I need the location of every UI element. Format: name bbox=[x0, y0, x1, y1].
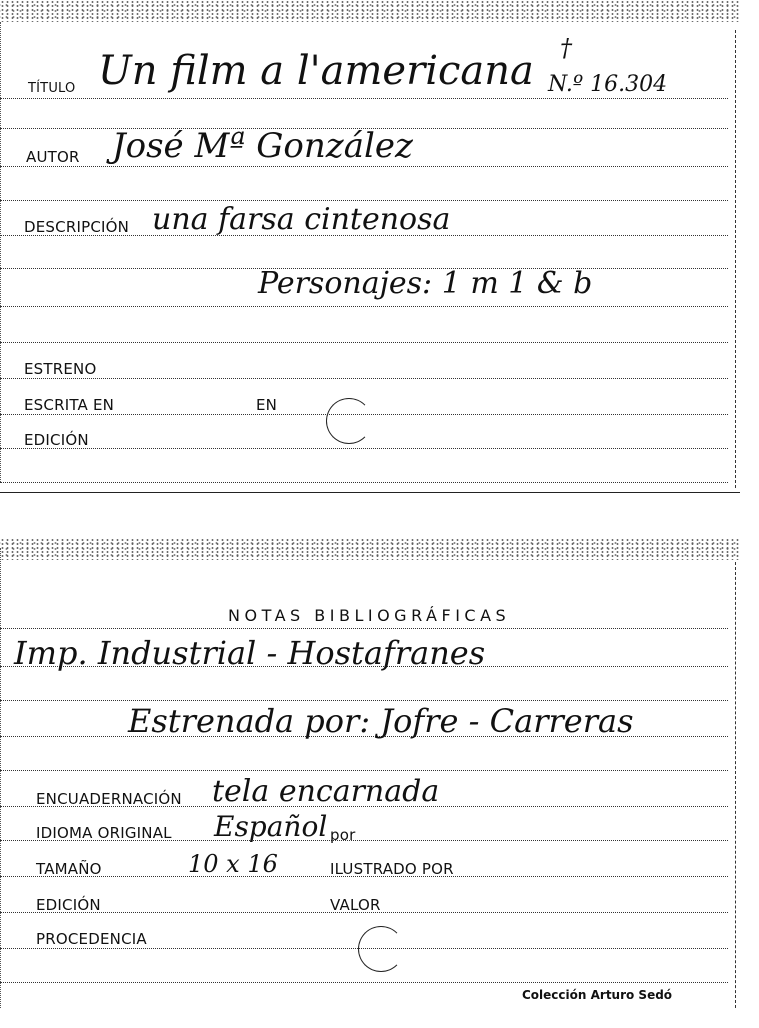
stamp-mark bbox=[326, 398, 372, 444]
rule-edicion bbox=[0, 448, 728, 449]
dagger-mark: † bbox=[560, 34, 572, 62]
rule-autor bbox=[0, 166, 728, 167]
rule bbox=[0, 306, 728, 307]
label-idioma-original: IDIOMA ORIGINAL bbox=[36, 824, 172, 842]
label-ilustrado-por: ILUSTRADO POR bbox=[330, 860, 454, 878]
label-valor: VALOR bbox=[330, 896, 381, 914]
value-numero: N.º 16.304 bbox=[548, 72, 668, 97]
label-encuadernacion: ENCUADERNACIÓN bbox=[36, 790, 182, 808]
rule bbox=[0, 770, 728, 771]
card-left-edge bbox=[0, 548, 5, 1008]
value-personajes: Personajes: 1 m 1 & b bbox=[258, 266, 593, 301]
card-top-edge bbox=[0, 538, 740, 560]
value-titulo: Un film a l'americana bbox=[98, 48, 534, 94]
rule bbox=[0, 482, 728, 483]
heading-notas: NOTAS BIBLIOGRÁFICAS bbox=[228, 606, 511, 625]
value-descripcion: una farsa cintenosa bbox=[152, 202, 451, 237]
value-tamano: 10 x 16 bbox=[188, 850, 278, 878]
label-descripcion: DESCRIPCIÓN bbox=[24, 218, 130, 236]
rule-titulo bbox=[0, 98, 728, 99]
value-idioma: Español bbox=[214, 810, 328, 843]
stamp-mark bbox=[358, 926, 404, 972]
value-autor: José Mª González bbox=[112, 126, 413, 166]
rule bbox=[0, 200, 728, 201]
label-por: por bbox=[330, 826, 356, 844]
rule bbox=[0, 342, 728, 343]
rule bbox=[0, 700, 728, 701]
label-edicion: EDICIÓN bbox=[24, 431, 89, 449]
collection-footer: Colección Arturo Sedó bbox=[522, 988, 673, 1002]
label-edicion: EDICIÓN bbox=[36, 896, 101, 914]
label-estreno: ESTRENO bbox=[24, 360, 97, 378]
rule bbox=[0, 628, 728, 629]
note-imprenta: Imp. Industrial - Hostafranes bbox=[14, 634, 486, 672]
label-tamano: TAMAÑO bbox=[36, 860, 102, 878]
rule-estreno bbox=[0, 378, 728, 379]
label-titulo: TÍTULO bbox=[28, 81, 76, 96]
catalog-card-front bbox=[0, 0, 740, 493]
card-left-edge bbox=[0, 22, 5, 482]
label-en: EN bbox=[256, 396, 278, 414]
catalog-card-back bbox=[0, 538, 740, 1008]
card-top-edge bbox=[0, 0, 740, 22]
label-autor: AUTOR bbox=[26, 148, 80, 166]
rule bbox=[0, 982, 728, 983]
note-estrenada: Estrenada por: Jofre - Carreras bbox=[128, 702, 634, 740]
label-escrita-en: ESCRITA EN bbox=[24, 396, 115, 414]
label-procedencia: PROCEDENCIA bbox=[36, 930, 147, 948]
value-encuadernacion: tela encarnada bbox=[212, 774, 440, 809]
